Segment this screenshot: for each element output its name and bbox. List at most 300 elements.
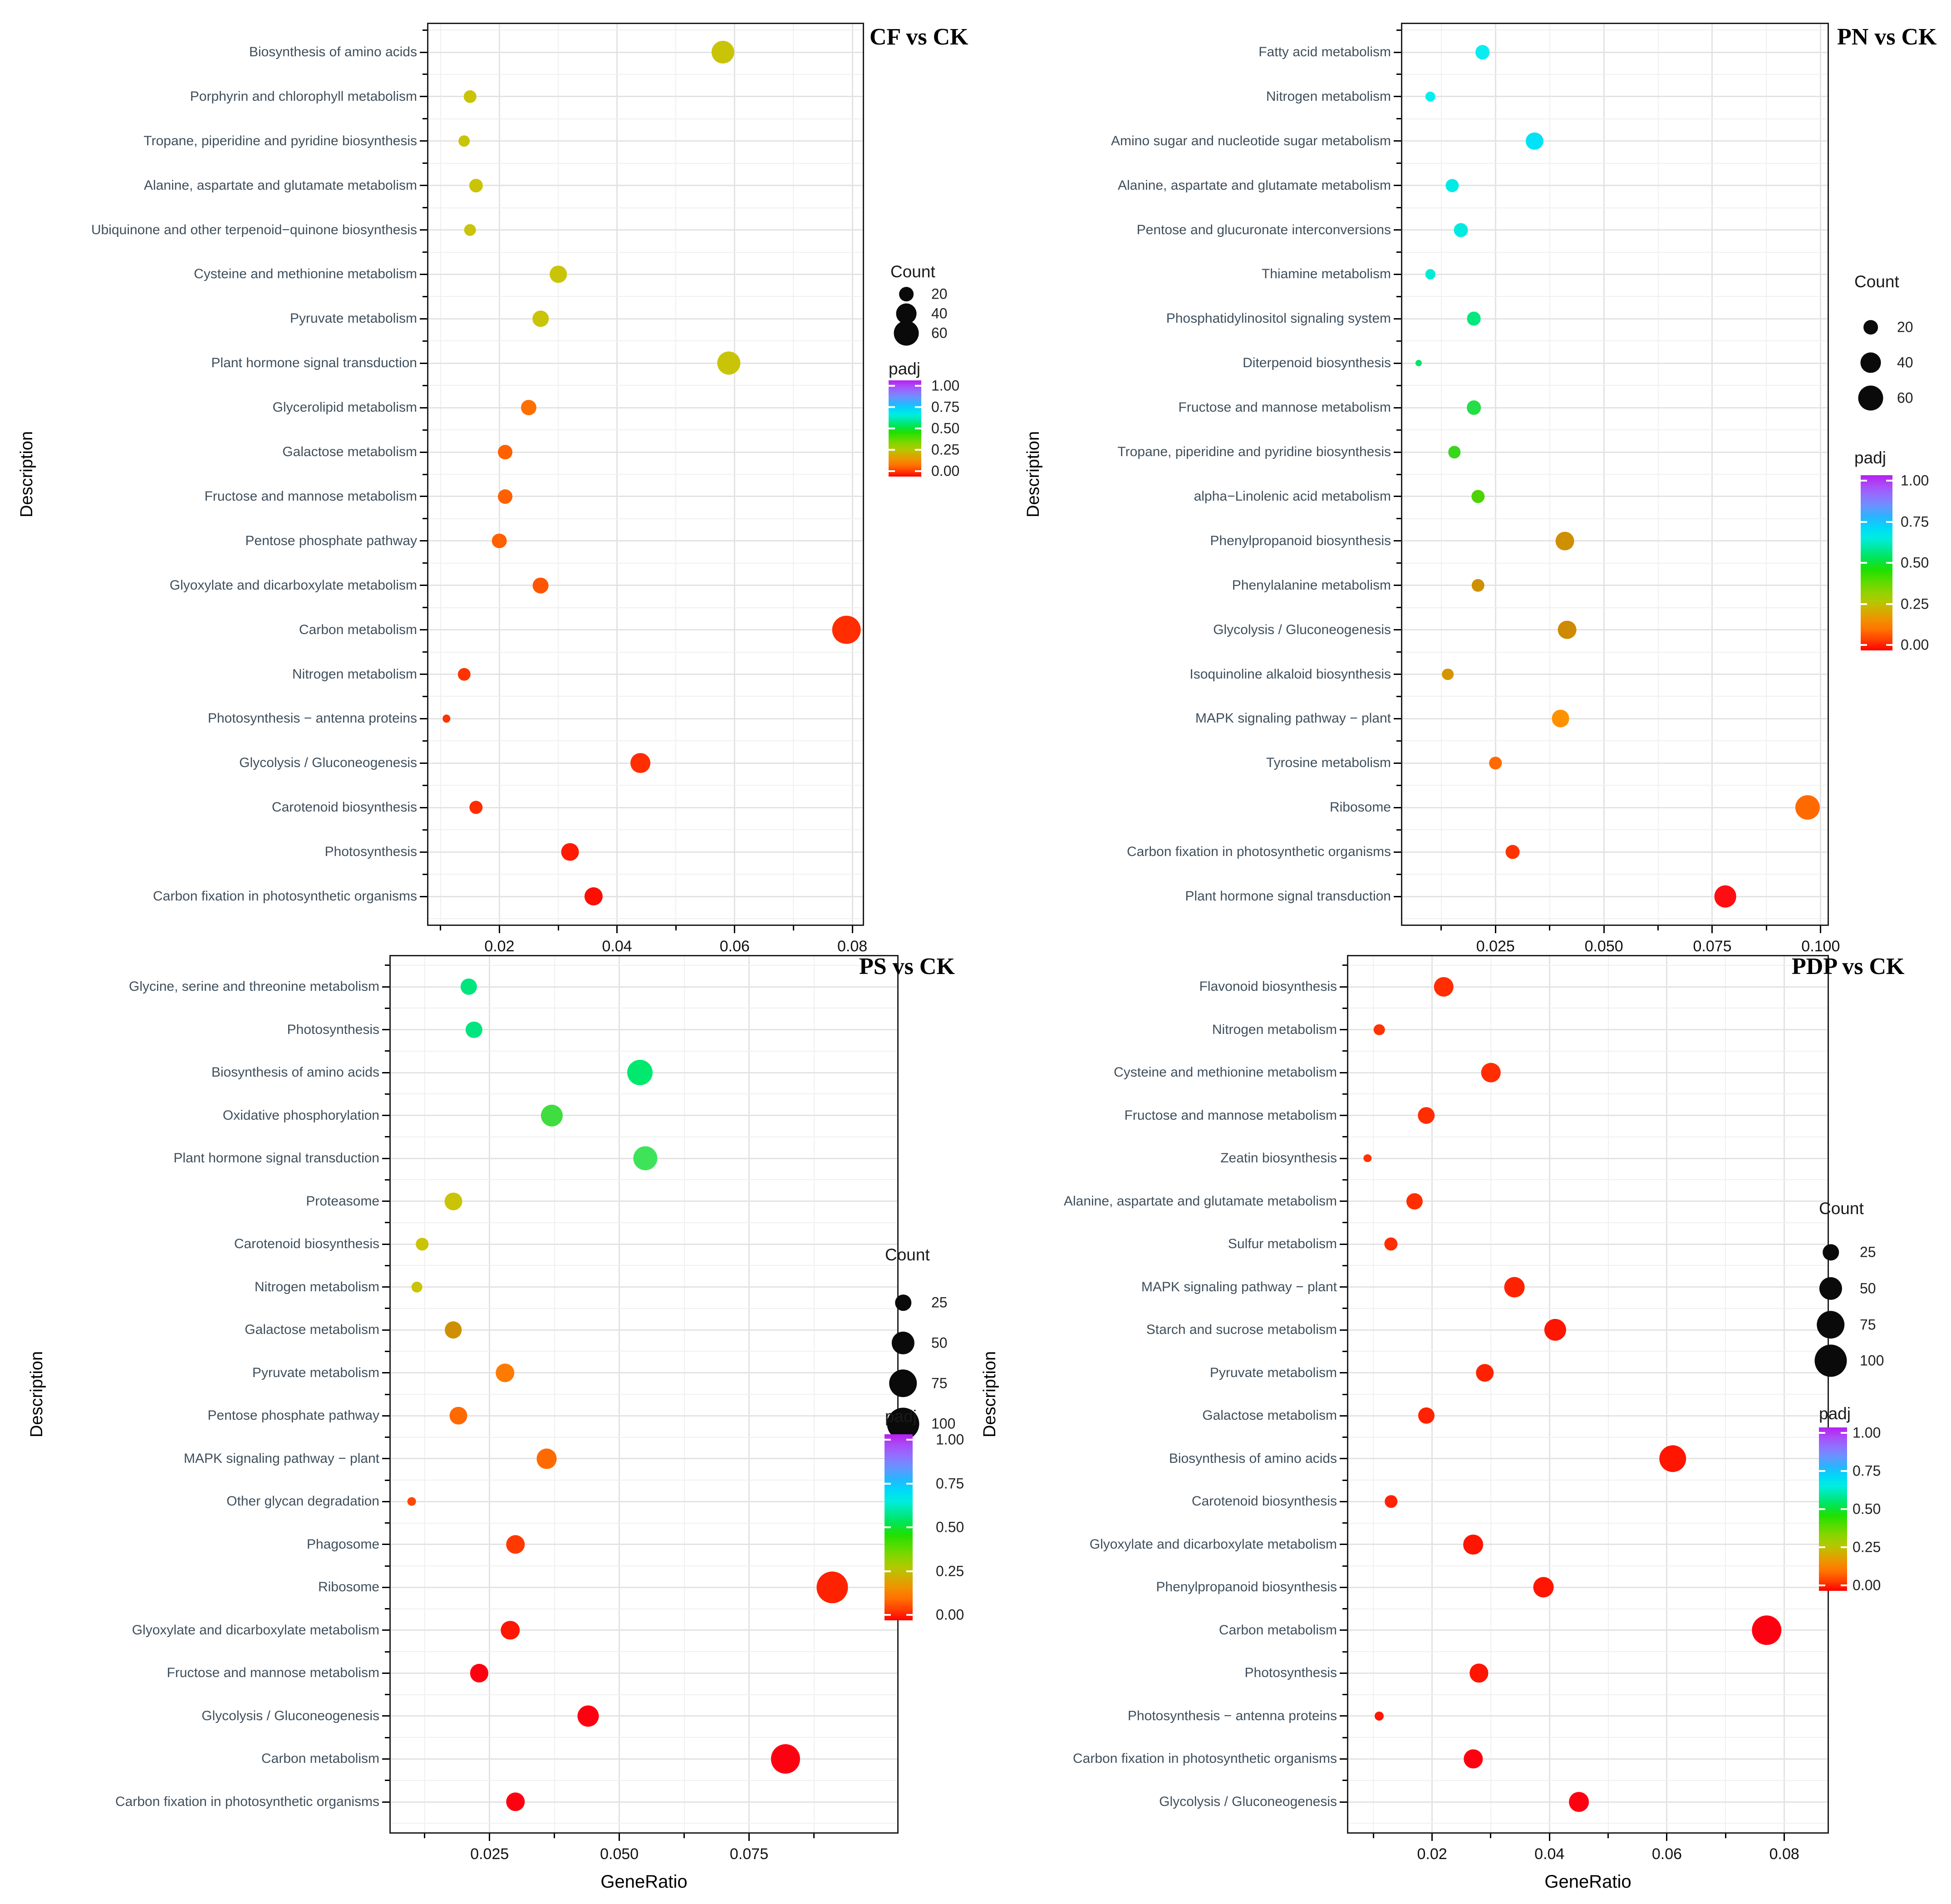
gridline-minor-h: [428, 118, 863, 119]
padj-legend-value: 0.00: [1853, 1577, 1881, 1594]
gridline-major-h: [1402, 585, 1828, 586]
y-tick-minor: [1396, 740, 1401, 742]
category-label: Photosynthesis − antenna proteins: [1127, 1708, 1337, 1723]
x-tick-label: 0.02: [1417, 1845, 1447, 1863]
y-tick: [1394, 407, 1401, 408]
count-legend-value: 75: [1860, 1316, 1876, 1333]
padj-colorbar-tick: [906, 1526, 913, 1528]
data-point: [1467, 312, 1481, 326]
padj-colorbar-tick: [906, 1614, 913, 1616]
padj-colorbar-tick: [1886, 603, 1892, 605]
y-tick-minor: [423, 518, 427, 519]
gridline-minor-h: [391, 1694, 897, 1695]
gridline-minor-h: [1348, 1437, 1828, 1438]
y-tick: [1340, 1501, 1347, 1502]
gridline-minor-h: [428, 474, 863, 475]
padj-colorbar-tick: [1819, 1470, 1825, 1472]
y-tick-minor: [423, 162, 427, 164]
category-label: MAPK signaling pathway − plant: [183, 1451, 379, 1466]
padj-colorbar-tick: [1819, 1508, 1825, 1510]
x-tick-label: 0.08: [837, 938, 868, 955]
padj-legend-value: 0.25: [1853, 1539, 1881, 1555]
x-tick-label: 0.025: [1476, 938, 1515, 955]
category-label: Pyruvate metabolism: [290, 311, 417, 326]
x-tick: [1549, 1834, 1550, 1841]
category-label: Plant hormone signal transduction: [211, 355, 417, 371]
padj-colorbar-tick: [1861, 644, 1867, 646]
gridline-minor-h: [391, 965, 897, 966]
gridline-minor-h: [428, 829, 863, 830]
count-legend-value: 25: [931, 1294, 948, 1311]
gridline-major-h: [1348, 1673, 1828, 1674]
y-tick: [1340, 1244, 1347, 1245]
y-tick: [1340, 1415, 1347, 1417]
y-tick-minor: [423, 829, 427, 831]
x-tick-minor: [554, 1834, 555, 1838]
data-point: [1442, 669, 1454, 680]
category-label: Photosynthesis: [1244, 1665, 1337, 1681]
gridline-major-h: [1348, 1072, 1828, 1073]
data-point: [1375, 1712, 1384, 1721]
y-tick: [1394, 718, 1401, 719]
gridline-minor-h: [428, 607, 863, 608]
y-tick-minor: [385, 1008, 389, 1009]
category-label: Photosynthesis: [324, 844, 417, 860]
x-tick: [748, 1834, 750, 1841]
category-label: Pentose phosphate pathway: [207, 1408, 379, 1423]
gridline-minor-h: [391, 1823, 897, 1824]
gridline-minor-h: [1402, 607, 1828, 608]
x-tick: [1711, 926, 1713, 933]
gridline-minor-h: [391, 1222, 897, 1223]
padj-colorbar-tick: [915, 470, 921, 472]
category-label: Carbon fixation in photosynthetic organisms: [1073, 1751, 1337, 1766]
category-label: Alanine, aspartate and glutamate metabolism: [143, 177, 417, 193]
x-tick: [1603, 926, 1605, 933]
category-label: Tropane, piperidine and pyridine biosynthesis: [143, 133, 417, 148]
gridline-minor-h: [1402, 563, 1828, 564]
y-tick-minor: [385, 964, 389, 966]
gridline-major-h: [1402, 185, 1828, 186]
x-tick-minor: [793, 926, 794, 930]
x-tick: [489, 1834, 490, 1841]
y-tick: [1340, 1115, 1347, 1116]
y-tick-minor: [1396, 30, 1401, 31]
gridline-major-h: [1402, 851, 1828, 853]
gridline-minor-h: [1348, 1008, 1828, 1009]
x-tick-minor: [1607, 1834, 1609, 1838]
gridline-major-h: [1402, 452, 1828, 453]
y-tick-minor: [423, 207, 427, 208]
data-point: [1569, 1792, 1589, 1812]
padj-legend-value: 1.00: [931, 377, 960, 394]
y-tick-minor: [1342, 1136, 1347, 1137]
y-tick: [1394, 52, 1401, 53]
gridline-minor-h: [1402, 518, 1828, 519]
padj-colorbar-tick: [1861, 603, 1867, 605]
padj-colorbar-tick: [1886, 562, 1892, 564]
category-label: Nitrogen metabolism: [254, 1279, 379, 1294]
x-tick-minor: [813, 1834, 815, 1838]
x-tick: [1431, 1834, 1433, 1841]
y-tick-minor: [1396, 385, 1401, 386]
gridline-major-h: [1402, 763, 1828, 764]
y-tick: [1394, 629, 1401, 630]
padj-legend-title: padj: [885, 1407, 917, 1426]
y-tick: [1394, 140, 1401, 142]
category-label: Galactose metabolism: [282, 444, 417, 460]
x-tick: [616, 926, 618, 933]
y-tick: [1394, 851, 1401, 853]
gridline-major-h: [1348, 1329, 1828, 1331]
y-tick: [1340, 1758, 1347, 1760]
count-legend-value: 100: [931, 1415, 956, 1432]
count-legend-dot: [899, 287, 914, 301]
padj-colorbar-tick: [1886, 644, 1892, 646]
padj-colorbar-tick: [1841, 1470, 1847, 1472]
y-tick-minor: [1396, 829, 1401, 831]
y-tick-minor: [1396, 518, 1401, 519]
category-label: Carotenoid biosynthesis: [271, 800, 417, 815]
gridline-minor-h: [428, 207, 863, 208]
y-tick-minor: [1396, 251, 1401, 253]
y-tick-minor: [1396, 696, 1401, 697]
x-tick-label: 0.100: [1801, 938, 1840, 955]
count-legend-dot: [1817, 1311, 1844, 1338]
category-label: Glyoxylate and dicarboxylate metabolism: [132, 1622, 379, 1638]
gridline-minor-h: [1348, 965, 1828, 966]
x-tick-minor: [424, 1834, 425, 1838]
gridline-major-h: [1402, 407, 1828, 408]
y-tick-minor: [1396, 474, 1401, 475]
x-tick-minor: [1725, 1834, 1726, 1838]
y-tick-minor: [1342, 1651, 1347, 1653]
gridline-minor-h: [428, 563, 863, 564]
y-tick: [1394, 674, 1401, 675]
padj-legend-value: 0.50: [1853, 1501, 1881, 1517]
gridline-minor-h: [391, 1093, 897, 1094]
y-tick-minor: [385, 1179, 389, 1181]
gridline-major-h: [1402, 807, 1828, 808]
padj-colorbar-tick: [1861, 480, 1867, 482]
y-tick-minor: [1396, 874, 1401, 875]
y-axis-title: Description: [1024, 431, 1043, 518]
padj-colorbar-tick: [1861, 562, 1867, 564]
gridline-minor-h: [1348, 1523, 1828, 1524]
x-tick-minor: [558, 926, 559, 930]
gridline-minor-h: [1402, 252, 1828, 253]
y-tick: [1340, 1801, 1347, 1803]
gridline-major-h: [1402, 674, 1828, 675]
y-tick-minor: [423, 874, 427, 875]
category-label: MAPK signaling pathway − plant: [1141, 1279, 1337, 1294]
gridline-minor-h: [391, 1265, 897, 1266]
category-label: Photosynthesis − antenna proteins: [207, 711, 417, 726]
y-tick-minor: [1396, 562, 1401, 564]
padj-colorbar-tick: [1841, 1432, 1847, 1434]
data-point: [1544, 1319, 1566, 1341]
y-tick: [1340, 1029, 1347, 1030]
category-label: Ubiquinone and other terpenoid−quinone biosynthesis: [91, 222, 417, 237]
y-tick-minor: [423, 118, 427, 119]
category-label: Carbon fixation in photosynthetic organisms: [115, 1794, 379, 1809]
gridline-minor-h: [1348, 1651, 1828, 1652]
y-tick-minor: [423, 296, 427, 297]
category-label: Other glycan degradation: [226, 1494, 379, 1509]
gridline-minor-h: [1402, 829, 1828, 830]
y-tick: [1394, 540, 1401, 541]
y-tick: [1340, 1715, 1347, 1717]
y-tick-minor: [385, 1437, 389, 1438]
category-label: Photosynthesis: [287, 1022, 379, 1037]
gridline-minor-h: [391, 1523, 897, 1524]
y-tick-minor: [423, 562, 427, 564]
panel-title: PDP vs CK: [1792, 954, 1905, 979]
gridline-major-h: [1348, 1244, 1828, 1245]
gridline-minor-h: [1348, 1265, 1828, 1266]
count-legend-value: 40: [1897, 354, 1913, 371]
category-label: Phenylpropanoid biosynthesis: [1210, 533, 1391, 548]
count-legend-title: Count: [1854, 272, 1899, 291]
y-tick-minor: [1342, 1050, 1347, 1052]
padj-colorbar-tick: [885, 1614, 891, 1616]
gridline-minor-h: [1348, 1780, 1828, 1781]
category-label: Fructose and mannose metabolism: [1124, 1107, 1337, 1123]
panel-title: CF vs CK: [870, 24, 968, 50]
y-tick: [1394, 363, 1401, 364]
gridline-minor-h: [1402, 652, 1828, 653]
y-tick: [1340, 1458, 1347, 1459]
y-tick: [1394, 496, 1401, 497]
gridline-minor-h: [391, 1136, 897, 1137]
category-label: Glycerolipid metabolism: [272, 400, 417, 415]
y-tick-minor: [423, 74, 427, 75]
category-label: Pyruvate metabolism: [1209, 1365, 1337, 1380]
data-point: [1533, 1577, 1554, 1598]
category-label: Nitrogen metabolism: [292, 666, 417, 682]
y-tick-minor: [1342, 1308, 1347, 1309]
padj-colorbar-tick: [885, 1526, 891, 1528]
y-tick-minor: [1396, 429, 1401, 431]
category-label: Phosphatidylinositol signaling system: [1166, 311, 1391, 326]
gridline-minor-h: [1348, 1694, 1828, 1695]
x-tick-minor: [1490, 1834, 1491, 1838]
y-tick-minor: [385, 1050, 389, 1052]
category-label: Plant hormone signal transduction: [1185, 889, 1391, 904]
gridline-minor-h: [1402, 474, 1828, 475]
count-legend-dot: [1815, 1345, 1847, 1377]
category-label: Sulfur metabolism: [1228, 1236, 1337, 1252]
padj-legend-title: padj: [889, 359, 920, 378]
y-tick: [1394, 452, 1401, 453]
gridline-minor-h: [391, 1179, 897, 1180]
padj-legend-value: 0.50: [931, 420, 960, 437]
gridline-minor-h: [391, 1437, 897, 1438]
y-tick-minor: [1396, 785, 1401, 786]
y-tick-minor: [1342, 1093, 1347, 1095]
count-legend-value: 25: [1860, 1244, 1876, 1260]
padj-legend-value: 0.25: [931, 441, 960, 458]
x-tick: [1784, 1834, 1785, 1841]
padj-legend-value: 0.50: [1901, 554, 1929, 571]
gridline-minor-h: [428, 340, 863, 341]
count-legend-value: 60: [931, 325, 948, 341]
count-legend-value: 50: [931, 1334, 948, 1351]
category-label: Galactose metabolism: [245, 1322, 379, 1338]
padj-legend-value: 0.00: [931, 462, 960, 479]
gridline-minor-h: [1348, 1308, 1828, 1309]
data-point: [1476, 1364, 1494, 1382]
x-tick-label: 0.050: [1584, 938, 1623, 955]
count-legend-dot: [1823, 1244, 1839, 1260]
x-tick-label: 0.06: [719, 938, 750, 955]
padj-colorbar-tick: [1886, 480, 1892, 482]
y-tick-minor: [423, 30, 427, 31]
gridline-minor-h: [391, 1394, 897, 1395]
x-tick-minor: [440, 926, 441, 930]
padj-colorbar-tick: [1841, 1508, 1847, 1510]
data-point: [1418, 1107, 1435, 1124]
gridline-minor-h: [391, 1780, 897, 1781]
panel-title: PS vs CK: [859, 954, 955, 979]
y-tick-minor: [1342, 1179, 1347, 1181]
gridline-major-h: [1402, 496, 1828, 497]
y-tick-minor: [423, 696, 427, 697]
gridline-minor-h: [1348, 1179, 1828, 1180]
gridline-minor-h: [1348, 1136, 1828, 1137]
count-legend-value: 40: [931, 305, 948, 322]
category-label: Proteasome: [306, 1193, 379, 1209]
gridline-major-h: [1402, 540, 1828, 541]
y-tick-minor: [1396, 607, 1401, 608]
y-tick-minor: [385, 1608, 389, 1609]
padj-colorbar-tick: [889, 428, 895, 429]
gridline-minor-h: [391, 1351, 897, 1352]
category-label: Glycolysis / Gluconeogenesis: [201, 1708, 379, 1723]
gridline-major-h: [1348, 1286, 1828, 1288]
gridline-minor-h: [391, 1008, 897, 1009]
gridline-minor-h: [1402, 740, 1828, 741]
category-label: Phagosome: [306, 1536, 379, 1552]
gridline-minor-h: [1348, 1351, 1828, 1352]
y-tick-minor: [1396, 162, 1401, 164]
gridline-minor-h: [391, 1480, 897, 1481]
gridline-minor-h: [1402, 696, 1828, 697]
count-legend-value: 20: [931, 285, 948, 302]
y-tick: [1394, 229, 1401, 231]
gridline-minor-h: [428, 74, 863, 75]
x-tick-label: 0.050: [600, 1845, 639, 1863]
y-tick-minor: [1342, 1351, 1347, 1352]
gridline-major-h: [1402, 140, 1828, 142]
gridline-major-h: [1402, 274, 1828, 275]
category-label: Biosynthesis of amino acids: [1169, 1451, 1337, 1466]
y-tick: [1340, 1544, 1347, 1545]
y-axis-title: Description: [980, 1351, 999, 1438]
gridline-minor-h: [1348, 1093, 1828, 1094]
category-label: Nitrogen metabolism: [1212, 1022, 1337, 1037]
padj-legend-value: 0.00: [1901, 636, 1929, 653]
padj-legend-value: 0.75: [1853, 1462, 1881, 1479]
y-tick-minor: [1342, 1522, 1347, 1524]
padj-legend-value: 0.25: [936, 1563, 964, 1579]
category-label: Zeatin biosynthesis: [1220, 1151, 1337, 1166]
y-tick: [1394, 585, 1401, 586]
category-label: Glycolysis / Gluconeogenesis: [1213, 622, 1391, 637]
gridline-major-h: [1348, 1158, 1828, 1159]
category-label: Diterpenoid biosynthesis: [1243, 355, 1391, 371]
gridline-minor-h: [1348, 1480, 1828, 1481]
gridline-major-h: [1402, 629, 1828, 630]
y-tick-minor: [385, 1093, 389, 1095]
data-point: [1795, 795, 1820, 820]
data-point: [1714, 886, 1736, 908]
y-tick-minor: [1342, 1222, 1347, 1223]
category-label: Starch and sucrose metabolism: [1146, 1322, 1337, 1338]
data-point: [1374, 1024, 1385, 1035]
gridline-minor-h: [1348, 1823, 1828, 1824]
padj-legend-value: 1.00: [1853, 1424, 1881, 1441]
category-label: Galactose metabolism: [1202, 1408, 1337, 1423]
category-label: Fatty acid metabolism: [1258, 44, 1391, 59]
category-label: Glyoxylate and dicarboxylate metabolism: [1089, 1536, 1337, 1552]
data-point: [1558, 620, 1577, 639]
padj-colorbar-tick: [889, 385, 895, 387]
x-tick-minor: [683, 1834, 685, 1838]
gridline-major-h: [1402, 363, 1828, 364]
y-tick: [1340, 1158, 1347, 1159]
y-tick-minor: [1396, 207, 1401, 208]
category-label: Pentose and glucuronate interconversions: [1136, 222, 1391, 237]
y-tick: [1394, 318, 1401, 320]
y-tick-minor: [1342, 1565, 1347, 1567]
x-tick-minor: [1657, 926, 1659, 930]
padj-colorbar-tick: [1841, 1584, 1847, 1586]
padj-legend-value: 0.00: [936, 1606, 964, 1623]
y-tick-minor: [1342, 1008, 1347, 1009]
padj-legend-value: 0.25: [1901, 595, 1929, 612]
x-tick-label: 0.06: [1651, 1845, 1682, 1863]
gridline-major-h: [1402, 896, 1828, 897]
x-tick-minor: [1766, 926, 1767, 930]
y-tick-minor: [1342, 1737, 1347, 1738]
count-legend-dot: [1819, 1277, 1842, 1300]
count-legend-value: 50: [1860, 1280, 1876, 1297]
y-tick-minor: [1342, 1265, 1347, 1266]
x-tick-minor: [1549, 926, 1550, 930]
y-tick-minor: [1396, 296, 1401, 297]
y-tick-minor: [423, 785, 427, 786]
padj-colorbar-tick: [889, 470, 895, 472]
x-tick-label: 0.08: [1769, 1845, 1799, 1863]
count-legend-dot: [1858, 386, 1883, 411]
data-point: [1504, 1277, 1524, 1297]
gridline-minor-h: [428, 296, 863, 297]
category-label: MAPK signaling pathway − plant: [1195, 711, 1391, 726]
category-label: Glycolysis / Gluconeogenesis: [239, 755, 417, 771]
x-tick-label: 0.075: [730, 1845, 769, 1863]
y-tick-minor: [385, 1565, 389, 1567]
data-point: [1463, 1535, 1483, 1555]
padj-colorbar-tick: [906, 1483, 913, 1485]
category-label: Plant hormone signal transduction: [173, 1151, 379, 1166]
x-tick-minor: [1440, 926, 1442, 930]
category-label: Amino sugar and nucleotide sugar metabolism: [1111, 133, 1391, 148]
gridline-minor-h: [428, 696, 863, 697]
padj-colorbar-tick: [906, 1439, 913, 1441]
gridline-major-h: [1348, 1501, 1828, 1502]
y-tick-minor: [423, 651, 427, 653]
